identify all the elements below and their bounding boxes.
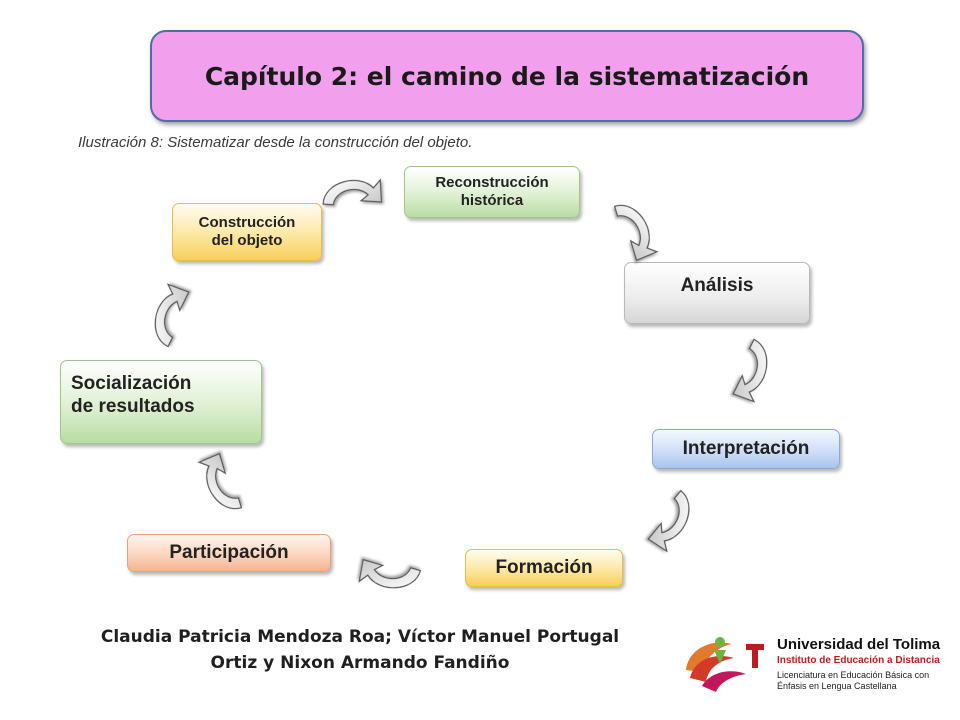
node-construccion-line1: Construcción	[198, 214, 296, 231]
logo-university-name: Universidad del Tolima	[777, 636, 941, 653]
curved-arrow-icon-4	[647, 488, 698, 553]
node-reconstruccion-line1: Reconstrucción	[435, 174, 549, 191]
node-interpretacion-label: Interpretación	[682, 437, 810, 459]
node-formacion-label: Formación	[495, 556, 593, 578]
authors-line1: Claudia Patricia Mendoza Roa; Víctor Manuel Portugal	[100, 627, 620, 647]
curved-arrow-icon-7	[149, 284, 189, 349]
university-emblem-icon	[680, 630, 770, 700]
curved-arrow-icon-5	[359, 559, 421, 590]
page-title: Capítulo 2: el camino de la sistematización	[204, 61, 810, 91]
logo-institute-name: Instituto de Educación a Distancia	[777, 655, 940, 666]
node-reconstruccion-line2: histórica	[460, 192, 524, 209]
figure-caption: Ilustración 8: Sistematizar desde la construcción del objeto.	[78, 134, 473, 151]
university-logo	[680, 630, 950, 700]
node-socializacion-line1: Socialización	[71, 373, 192, 394]
curved-arrow-icon-1	[320, 176, 383, 210]
authors-line2: Ortiz y Nixon Armando Fandiño	[210, 653, 510, 674]
authors-credit	[60, 624, 660, 677]
node-participacion-label: Participación	[169, 541, 289, 563]
curved-arrow-icon-2	[609, 197, 660, 262]
curved-arrow-icon-3	[733, 338, 773, 403]
logo-program-line1: Licenciatura en Educación Básica con	[777, 670, 930, 680]
logo-program	[777, 670, 929, 693]
node-socializacion-line2: de resultados	[71, 395, 195, 417]
curved-arrow-icon-6	[196, 452, 247, 517]
node-analisis-label: Análisis	[680, 275, 754, 296]
logo-program-line2: Énfasis en Lengua Castellana	[777, 681, 897, 692]
node-construccion-line2: del objeto	[211, 232, 283, 249]
